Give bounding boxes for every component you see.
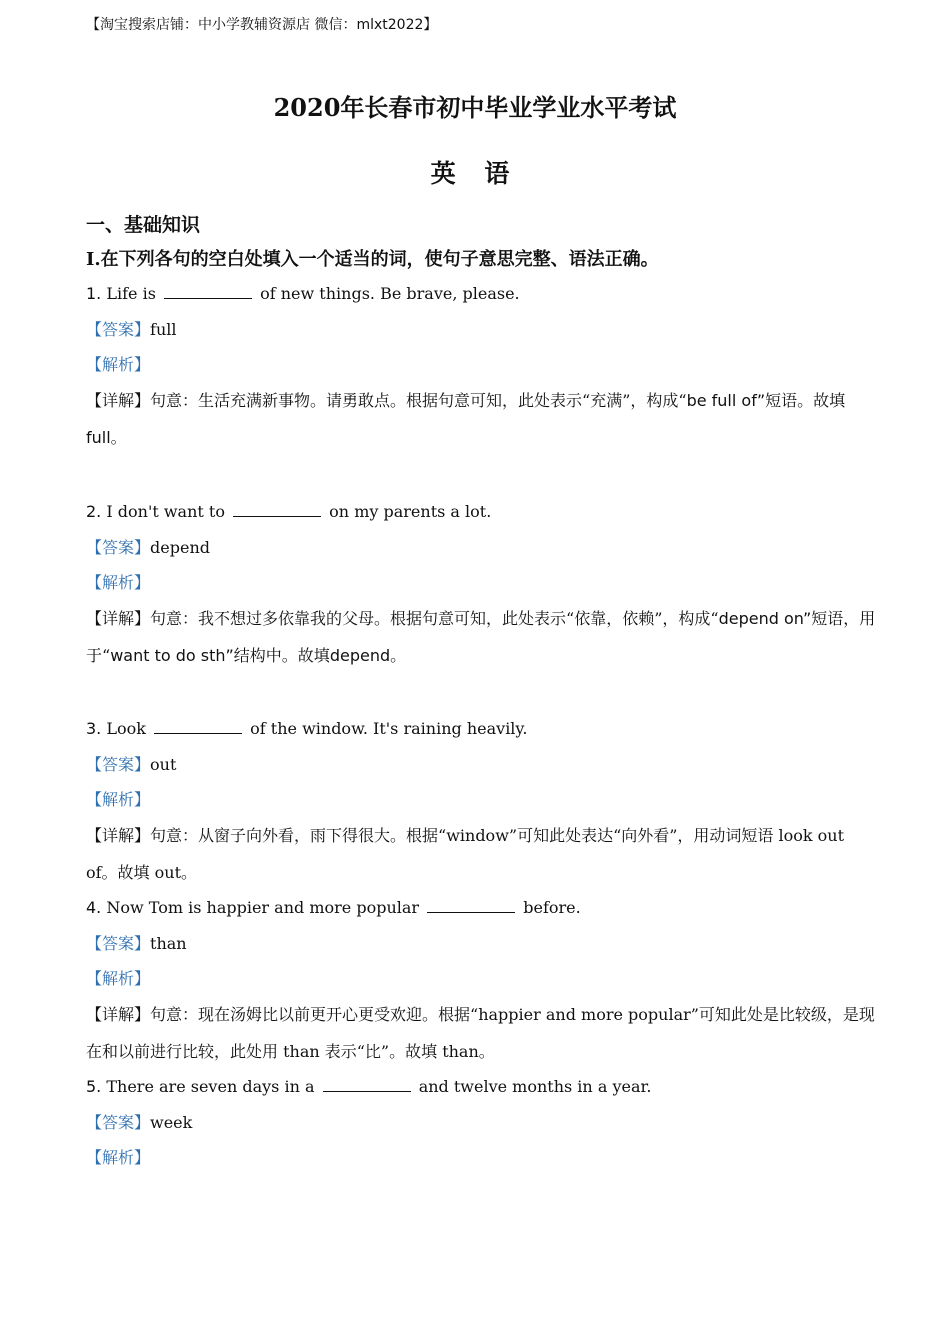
exam-subject: 英 语 bbox=[430, 159, 520, 188]
section-heading: 一、基础知识 bbox=[86, 214, 201, 236]
detail-text: 句意：从窗子向外看，雨下得很大。根据“window”可知此处表达“向外看”，用动词短语 look out of。故填 out。 bbox=[86, 826, 845, 882]
answer-line bbox=[86, 1113, 876, 1133]
analysis-line bbox=[86, 790, 876, 810]
detail-paragraph bbox=[86, 817, 876, 891]
instruction: I.在下列各句的空白处填入一个适当的词，使句子意思完整、语法正确。 bbox=[86, 249, 659, 270]
detail-text: 句意：生活充满新事物。请勇敢点。根据句意可知，此处表示“充满”，构成“ bbox=[150, 391, 687, 410]
question-text-before: Now Tom is happier and more popular bbox=[106, 898, 420, 917]
header-note: 【淘宝搜索店铺：中小学教辅资源店 微信：mlxt2022】 bbox=[86, 17, 438, 33]
question-text-before: Life is bbox=[106, 284, 156, 303]
analysis-tag: 【解析】 bbox=[86, 1148, 151, 1167]
answer-line bbox=[86, 755, 876, 775]
answer-text: week bbox=[150, 1113, 193, 1132]
detail-paragraph bbox=[86, 600, 876, 674]
analysis-line bbox=[86, 355, 876, 375]
detail-text: 。 bbox=[110, 428, 127, 447]
question-1 bbox=[86, 284, 876, 456]
answer-line bbox=[86, 934, 876, 954]
answer-line bbox=[86, 320, 876, 340]
question-5 bbox=[86, 1077, 876, 1168]
detail-text: 短语，用于“ bbox=[86, 609, 876, 665]
answer-tag: 【答案】 bbox=[86, 538, 151, 557]
detail-tag: 【详解】 bbox=[86, 826, 151, 845]
question-4 bbox=[86, 898, 876, 1070]
question-text-after: of the window. It's raining heavily. bbox=[250, 719, 528, 738]
analysis-line bbox=[86, 1148, 876, 1168]
question-stem bbox=[86, 898, 876, 918]
question-text-after: and twelve months in a year. bbox=[418, 1077, 652, 1096]
analysis-tag: 【解析】 bbox=[86, 355, 151, 374]
answer-blank bbox=[323, 1077, 411, 1092]
question-text-before: There are seven days in a bbox=[106, 1077, 315, 1096]
question-text-after: before. bbox=[523, 898, 581, 917]
detail-paragraph bbox=[86, 996, 876, 1070]
analysis-tag: 【解析】 bbox=[86, 790, 151, 809]
question-2 bbox=[86, 502, 876, 674]
question-text-before: Look bbox=[106, 719, 146, 738]
answer-tag: 【答案】 bbox=[86, 755, 151, 774]
exam-title: 2020年长春市初中毕业学业水平考试 bbox=[273, 93, 677, 122]
detail-text: be full of” bbox=[686, 391, 766, 410]
question-number: 3. bbox=[86, 719, 102, 738]
answer-tag: 【答案】 bbox=[86, 320, 151, 339]
detail-paragraph bbox=[86, 382, 876, 456]
answer-blank bbox=[154, 719, 242, 734]
question-number: 1. bbox=[86, 284, 102, 303]
question-stem bbox=[86, 284, 876, 304]
question-stem bbox=[86, 719, 876, 739]
analysis-line bbox=[86, 573, 876, 593]
detail-text: depend bbox=[329, 646, 391, 665]
question-text-before: I don't want to bbox=[106, 502, 225, 521]
detail-tag: 【详解】 bbox=[86, 1005, 151, 1024]
detail-text: 。 bbox=[390, 646, 407, 665]
analysis-tag: 【解析】 bbox=[86, 573, 151, 592]
detail-text: full bbox=[86, 428, 111, 447]
detail-text: depend on” bbox=[718, 609, 812, 628]
question-3 bbox=[86, 719, 876, 891]
answer-line bbox=[86, 538, 876, 558]
detail-text: want to do sth” bbox=[110, 646, 234, 665]
answer-blank bbox=[427, 898, 515, 913]
question-text-after: of new things. Be brave, please. bbox=[260, 284, 520, 303]
detail-tag: 【详解】 bbox=[86, 609, 151, 628]
answer-blank bbox=[233, 502, 321, 517]
answer-text: than bbox=[150, 934, 187, 953]
question-number: 2. bbox=[86, 502, 102, 521]
answer-text: full bbox=[150, 320, 177, 339]
detail-text: 结构中。故填 bbox=[233, 646, 330, 665]
question-number: 4. bbox=[86, 898, 102, 917]
question-stem bbox=[86, 502, 876, 522]
detail-text: 句意：现在汤姆比以前更开心更受欢迎。根据“happier and more popular”可知此处是比较级，是现在和以前进行比较，此处用 than 表示“比”。故填 than。 bbox=[86, 1005, 875, 1061]
answer-text: out bbox=[150, 755, 177, 774]
analysis-tag: 【解析】 bbox=[86, 969, 151, 988]
question-stem bbox=[86, 1077, 876, 1097]
answer-tag: 【答案】 bbox=[86, 1113, 151, 1132]
detail-tag: 【详解】 bbox=[86, 391, 151, 410]
question-text-after: on my parents a lot. bbox=[329, 502, 492, 521]
answer-text: depend bbox=[150, 538, 210, 557]
analysis-line bbox=[86, 969, 876, 989]
detail-text: 句意：我不想过多依靠我的父母。根据句意可知，此处表示“依靠，依赖”，构成“ bbox=[150, 609, 719, 628]
question-number: 5. bbox=[86, 1077, 102, 1096]
answer-blank bbox=[164, 284, 252, 299]
answer-tag: 【答案】 bbox=[86, 934, 151, 953]
detail-text: 短语。故填 bbox=[765, 391, 846, 410]
